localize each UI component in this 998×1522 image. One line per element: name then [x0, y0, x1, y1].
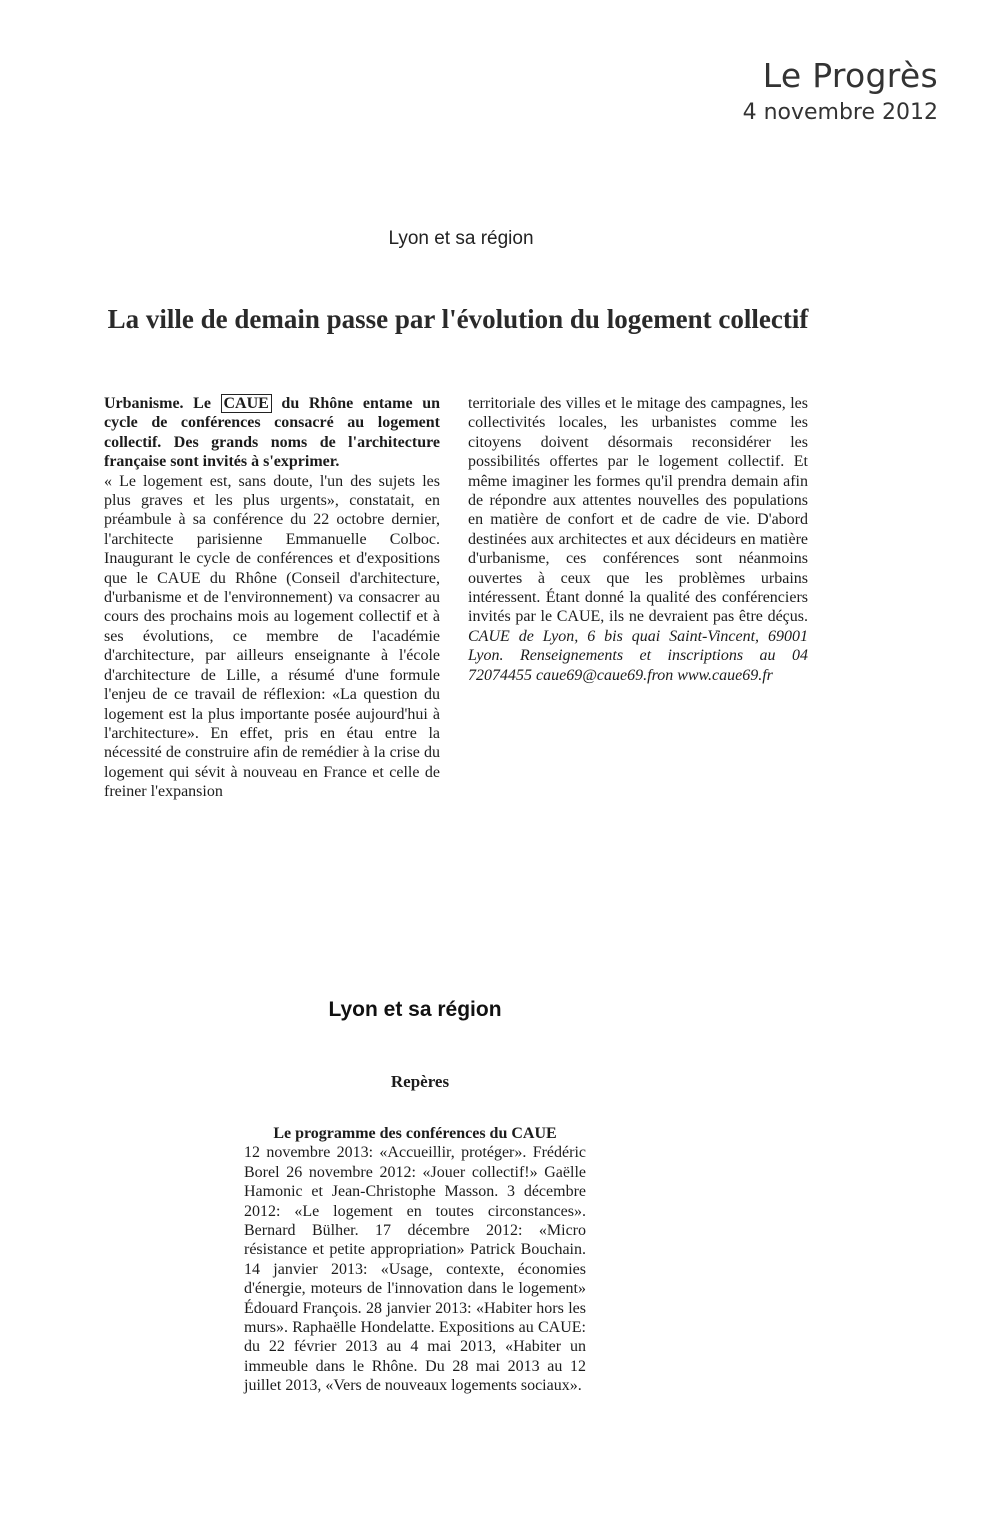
article-headline: La ville de demain passe par l'évolution du logement collectif — [107, 304, 809, 334]
lead-suffix: du Rhône entame un cycle de conférences consacré au logement collectif. Des grands noms de l'architecture française sont invités à s'exprimer. — [104, 395, 440, 471]
article-body-right: territoriale des villes et le mitage des campagnes, les collectivités locales, les urbanistes comme les citoyens doivent désormais reconsidérer les possibilités offertes par le logement collectif. Et même imaginer les formes qu'il prendra demain afin de répondre aux attentes nouvelles des populations en matière de confort et de cadre de vie. D'abord destinées aux architectes et aux décideurs en matière d'urbanisme, ces conférences sont néanmoins ouvertes à ceux que les problèmes urbains intéressent. Étant donné la qualité des conférenciers invités par le CAUE, ils ne devraient pas être déçus. — [468, 395, 808, 626]
publication-name: Le Progrès — [762, 56, 938, 95]
article-contact: CAUE de Lyon, 6 bis quai Saint-Vincent, 69001 Lyon. Renseignements et inscriptions au 04 72074455 caue69@caue69.fron www.caue69.fr — [468, 627, 808, 684]
sidebar-title: Repères — [390, 1072, 450, 1091]
sidebar-box — [244, 1124, 586, 1396]
caue-boxed-label: CAUE — [221, 394, 272, 413]
article-body-left: « Le logement est, sans doute, l'un des sujets les plus graves et les plus urgents», constatait, en préambule à sa conférence du 22 octobre dernier, l'architecte parisienne Emmanuelle Colboc. Inaugurant le cycle de conférences et d'expositions que le CAUE du Rhône (Conseil d'architecture, d'urbanisme et de l'environnement) va consacrer au cours des prochains mois au logement collectif et à ses évolutions, ce membre de l'académie d'architecture, par ailleurs enseignante à l'école d'architecture de Lille, a résumé d'une formule l'enjeu de ce travail de réflexion: «La question du logement est la plus importante posée aujourd'hui à l'architecture». En effet, pris en étau entre la nécessité de construire afin de remédier à la crise du logement qui sévit à nouveau en France et celle de freiner l'expansion — [104, 472, 440, 801]
sidebar-text: 12 novembre 2013: «Accueillir, protéger». Frédéric Borel 26 novembre 2012: «Jouer collectif!» Gaëlle Hamonic et Jean-Christophe Masson. 3 décembre 2012: «Le logement en toutes circonstances». Bernard Bülher. 17 décembre 2012: «Micro résistance et petite appropriation» Patrick Bouchain. 14 janvier 2013: «Usage, contexte, économies d'énergie, moteurs de l'innovation dans le logement» Édouard François. 28 janvier 2013: «Habiter hors les murs». Raphaëlle Hondelatte. Expositions au CAUE: du 22 février 2013 au 4 mai 2013, «Habiter un immeuble dans le Rhône. Du 28 mai 2013 au 12 juillet 2013, «Vers de nouveaux logements sociaux». — [244, 1144, 586, 1395]
article-lead — [104, 394, 440, 472]
section-heading: Lyon et sa région — [388, 228, 534, 249]
sidebar-section-heading: Lyon et sa région — [328, 998, 502, 1021]
lead-prefix: Urbanisme. Le — [104, 395, 221, 412]
article-column-left — [104, 394, 440, 802]
article-body-right-wrap — [468, 394, 808, 685]
publication-date: 4 novembre 2012 — [742, 100, 938, 125]
article-column-right — [468, 394, 808, 685]
sidebar-subtitle: Le programme des conférences du CAUE — [273, 1125, 557, 1142]
